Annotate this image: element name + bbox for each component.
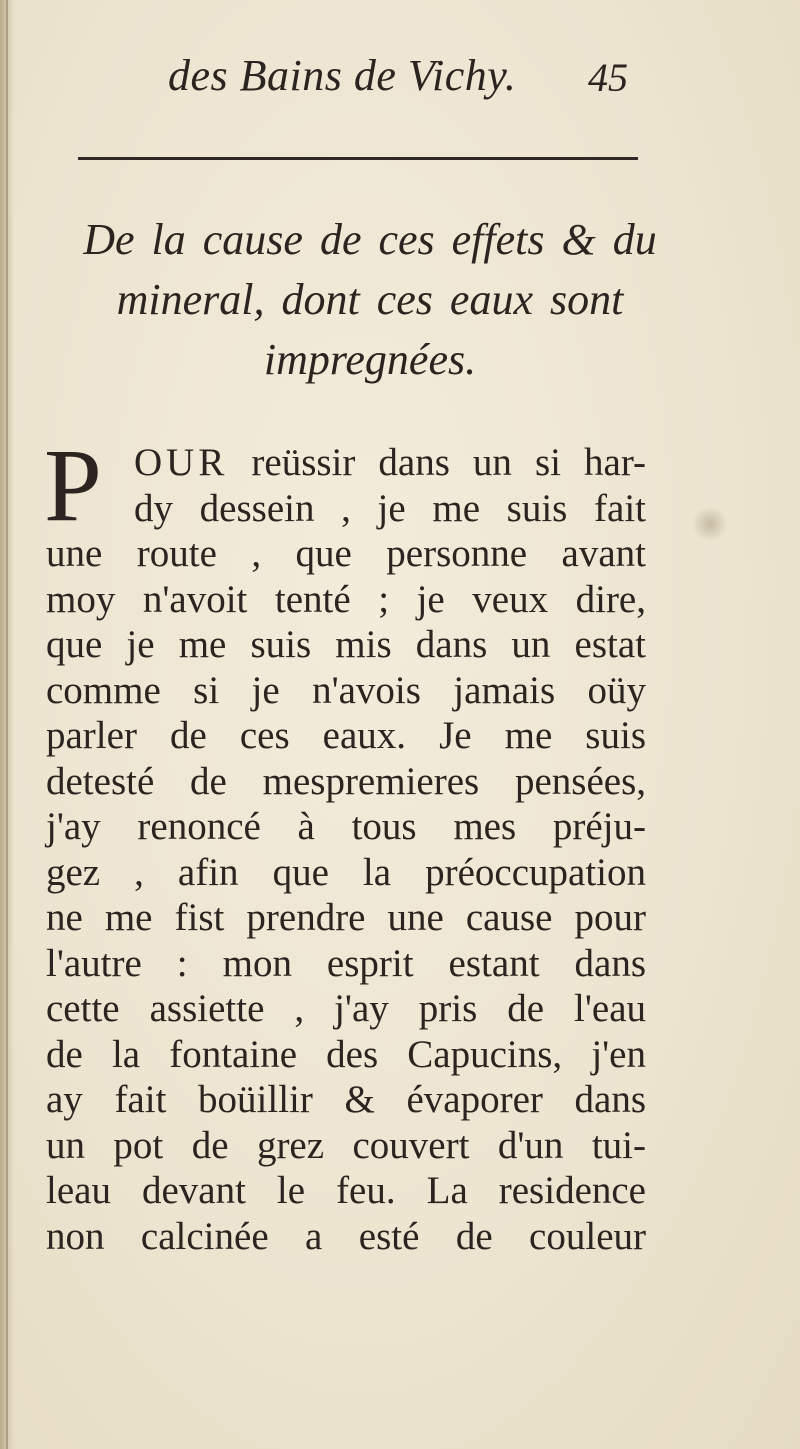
text-line: ay fait boüillir & évaporer dans	[46, 1078, 646, 1121]
text-line: une route , que personne avant	[46, 532, 646, 575]
text-line: detesté de mespremieres pensées,	[46, 759, 646, 803]
gutter-shadow	[6, 0, 8, 1449]
first-line	[46, 440, 646, 486]
text-line: que je me suis mis dans un estat	[46, 623, 646, 666]
section-heading	[50, 210, 690, 390]
heading-line: De la cause de ces effets & du	[83, 215, 657, 264]
first-word-smallcaps: OUR	[134, 441, 229, 484]
text-line: parler de ces eaux. Je me suis	[46, 714, 646, 757]
text-line: non calcinée a esté de couleur	[46, 1214, 646, 1258]
text-line: gez , afin que la préoccupation	[46, 850, 646, 894]
text-line: dy dessein , je me suis fait	[134, 486, 646, 530]
page-number: 45	[588, 55, 628, 100]
heading-line: impregnées.	[263, 335, 477, 384]
text-line: moy n'avoit tenté ; je veux dire,	[46, 577, 646, 621]
running-head	[168, 50, 668, 110]
heading-line: mineral, dont ces eaux sont	[116, 275, 624, 324]
text-line: de la fontaine des Capucins, j'en	[46, 1032, 646, 1076]
text-line: j'ay renoncé à tous mes préju-	[46, 805, 646, 848]
drop-cap: P	[44, 428, 102, 543]
body-paragraph	[44, 428, 647, 1259]
first-line-text: reüssir dans un si har-	[251, 441, 647, 484]
text-line: un pot de grez couvert d'un tui-	[46, 1123, 646, 1167]
text-line: ne me fist prendre une cause pour	[46, 896, 646, 939]
text-line: comme si je n'avois jamais oüy	[46, 668, 646, 712]
running-title: des Bains de Vichy.	[168, 51, 517, 100]
header-rule	[78, 157, 638, 160]
paper-stain	[692, 506, 728, 542]
text-line: l'autre : mon esprit estant dans	[46, 941, 646, 985]
text-line: leau devant le feu. La residence	[46, 1169, 646, 1212]
text-line: cette assiette , j'ay pris de l'eau	[46, 987, 646, 1030]
